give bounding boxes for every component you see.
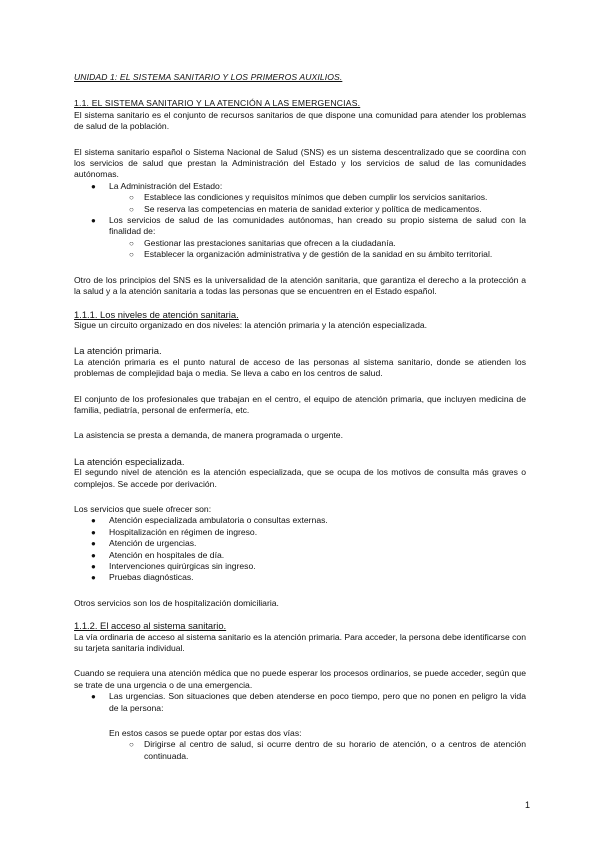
bullet-icon: ●: [91, 181, 96, 191]
list-item-text: Atención especializada ambulatoria o consultas externas.: [109, 515, 328, 526]
list-item: [74, 515, 526, 526]
sub-list: [74, 238, 526, 261]
paragraph: El sistema sanitario español o Sistema Nacional de Salud (SNS) es un sistema descentralizado que se coordina con los servicios de salud que prestan la Administración del Estado y los servicios de salud de las comunidades autónomas.: [74, 146, 526, 180]
list-item: [74, 215, 526, 261]
list-item: [74, 204, 526, 215]
list-item-text: Establece las condiciones y requisitos mínimos que deben cumplir los servicios sanitarios.: [144, 192, 488, 203]
section-heading-1-1-2: 1.1.2. El acceso al sistema sanitario.: [74, 620, 227, 632]
list-item: [74, 739, 526, 762]
bullet-icon: ●: [91, 562, 96, 571]
list-item-text: Dirigirse al centro de salud, si ocurre dentro de su horario de atención, o a centros de atención continuada.: [144, 739, 526, 761]
paragraph: El sistema sanitario es el conjunto de recursos sanitarios de que dispone una comunidad para atender los problemas de salud de la población.: [74, 109, 526, 132]
list-item: [74, 561, 526, 572]
bullet-icon: ●: [91, 527, 96, 537]
list-item-text: Pruebas diagnósticas.: [109, 572, 194, 583]
list-item-text: Hospitalización en régimen de ingreso.: [109, 526, 258, 537]
sub-list: [74, 739, 526, 762]
document-title: UNIDAD 1: EL SISTEMA SANITARIO Y LOS PRIMEROS AUXILIOS.: [74, 72, 343, 82]
list-item-text: Intervenciones quirúrgicas sin ingreso.: [109, 561, 256, 571]
paragraph: La atención primaria es el punto natural de acceso de las personas al sistema sanitario, donde se atienden los problemas de complejidad baja o media. Se lleva a cabo en los centros de salud.: [74, 356, 526, 379]
list-item-text: Se reserva las competencias en materia de sanidad exterior y política de medicamentos.: [144, 203, 482, 214]
list-item: [74, 527, 526, 538]
bullet-icon: ●: [91, 216, 96, 226]
paragraph: Otro de los principios del SNS es la universalidad de la atención sanitaria, que garantiza el derecho a la protección a la salud y a la atención sanitaria a todas las personas que se encuentren en el Estado español.: [74, 274, 526, 297]
bullet-list: [74, 515, 526, 583]
bullet-icon: ●: [91, 550, 96, 560]
page-number: 1: [524, 800, 530, 810]
circle-bullet-icon: ○: [129, 740, 134, 750]
list-item-text: Gestionar las prestaciones sanitarias que ofrecen a la ciudadanía.: [144, 237, 396, 248]
paragraph: Cuando se requiera una atención médica que no puede esperar los procesos ordinarios, se puede acceder, según que se trate de una urgencia o de una emergencia.: [74, 668, 526, 690]
list-item-text: Las urgencias. Son situaciones que deben atenderse en poco tiempo, pero que no ponen en peligro la vida de la persona:: [109, 691, 526, 713]
list-item: [74, 691, 526, 714]
list-item: [74, 192, 526, 203]
circle-bullet-icon: ○: [129, 250, 134, 260]
circle-bullet-icon: ○: [129, 204, 134, 214]
paragraph: Otros servicios son los de hospitalización domiciliaria.: [74, 597, 279, 608]
list-item-text: Atención en hospitales de día.: [109, 549, 225, 560]
paragraph: El segundo nivel de atención es la atención especializada, que se ocupa de los motivos de consulta más graves o complejos. Se accede por derivación.: [74, 467, 526, 489]
circle-bullet-icon: ○: [129, 193, 134, 203]
list-item: [74, 238, 526, 249]
subsection-heading-especializada: La atención especializada.: [74, 455, 185, 467]
bullet-icon: ●: [91, 516, 96, 526]
list-item-text: Los servicios de salud de las comunidades autónomas, han creado su propio sistema de salud con la finalidad de:: [109, 215, 526, 237]
list-item: [74, 550, 526, 561]
bullet-list: [74, 181, 526, 261]
bullet-icon: ●: [91, 539, 96, 549]
paragraph: La asistencia se presta a demanda, de manera programada o urgente.: [74, 430, 343, 441]
section-heading-1-1-1: 1.1.1. Los niveles de atención sanitaria.: [74, 308, 239, 320]
sub-list: [74, 192, 526, 215]
list-item-text: La Administración del Estado:: [109, 180, 223, 191]
list-item: [74, 249, 526, 260]
paragraph: En estos casos se puede optar por estas dos vías:: [109, 728, 302, 739]
bullet-list: [74, 691, 526, 714]
subsection-heading-primaria: La atención primaria.: [74, 345, 162, 357]
section-heading-1-1: 1.1. EL SISTEMA SANITARIO Y LA ATENCIÓN A LAS EMERGENCIAS.: [74, 98, 361, 109]
circle-bullet-icon: ○: [129, 238, 134, 248]
list-item: [74, 181, 526, 215]
list-item: [74, 538, 526, 549]
paragraph: Los servicios que suele ofrecer son:: [74, 503, 212, 514]
bullet-icon: ●: [91, 573, 96, 583]
paragraph: La vía ordinaria de acceso al sistema sanitario es la atención primaria. Para acceder, la persona debe identificarse con su tarjeta sanitaria individual.: [74, 631, 526, 654]
list-item-text: Establecer la organización administrativa y de gestión de la sanidad en su ámbito territorial.: [144, 249, 493, 260]
paragraph: Sigue un circuito organizado en dos niveles: la atención primaria y la atención especializada.: [74, 319, 428, 330]
list-item-text: Atención de urgencias.: [109, 538, 197, 549]
list-item: [74, 572, 526, 583]
bullet-icon: ●: [91, 692, 96, 702]
paragraph: El conjunto de los profesionales que trabajan en el centro, el equipo de atención primaria, que incluyen medicina de familia, pediatría, personal de enfermería, etc.: [74, 393, 526, 415]
